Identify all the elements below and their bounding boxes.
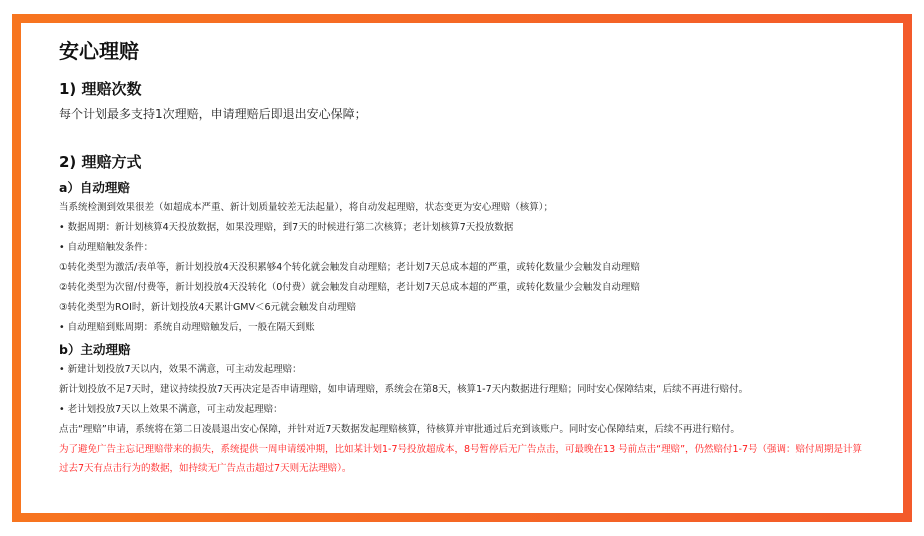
auto-claim-heading: a）自动理赔 — [59, 180, 130, 195]
section-heading-claim-method: 2) 理赔方式 — [59, 153, 142, 171]
page-title: 安心理赔 — [59, 39, 139, 63]
auto-claim-line: • 自动理赔到账周期：系统自动理赔触发后，一般在隔天到账 — [59, 322, 315, 333]
auto-claim-line: ③转化类型为ROI时，新计划投放4天累计GMV＜6元就会触发自动理赔 — [59, 302, 357, 313]
manual-claim-line: • 老计划投放7天以上效果不满意，可主动发起理赔： — [59, 404, 283, 415]
section-heading-claim-count: 1) 理赔次数 — [59, 80, 142, 98]
auto-claim-line: ①转化类型为激活/表单等，新计划投放4天没积累够4个转化就会触发自动理赔；老计划7天总成本超的严重，或转化数量少会触发自动理赔 — [59, 262, 640, 273]
auto-claim-line: • 数据周期：新计划核算4天投放数据，如果没理赔，到7天的时候进行第二次核算；老计划核算7天投放数据 — [59, 222, 514, 233]
gradient-frame — [12, 14, 912, 522]
manual-claim-heading: b）主动理赔 — [59, 342, 131, 357]
content-card — [21, 23, 903, 513]
claim-count-text: 每个计划最多支持1次理赔，申请理赔后即退出安心保障； — [59, 107, 367, 121]
manual-claim-line: 新计划投放不足7天时，建议持续投放7天再决定是否申请理赔，如申请理赔，系统会在第8天，核算1-7天内数据进行理赔；同时安心保障结束，后续不再进行赔付。 — [59, 384, 749, 395]
buffer-period-note: 为了避免广告主忘记理赔带来的损失，系统提供一周申请缓冲期，比如某计划1-7号投放超成本，8号暂停后无广告点击，可最晚在13 号前点击“理赔”，仍然赔付1-7号（强调：赔付周期是计算过去7天有点击行为的数据，如持续无广告点击超过7天则无法理赔）。 — [59, 444, 863, 474]
manual-claim-line: • 新建计划投放7天以内，效果不满意，可主动发起理赔： — [59, 364, 302, 375]
auto-claim-line: 当系统检测到效果很差（如超成本严重、新计划质量较差无法起量），将自动发起理赔，状态变更为安心理赔（核算）； — [59, 202, 554, 213]
manual-claim-line: 点击“理赔”申请，系统将在第二日凌晨退出安心保障，并针对近7天数据发起理赔核算，待核算并审批通过后充到该账户。同时安心保障结束，后续不再进行赔付。 — [59, 424, 740, 435]
auto-claim-line: ②转化类型为次留/付费等，新计划投放4天没转化（0付费）就会触发自动理赔，老计划7天总成本超的严重，或转化数量少会触发自动理赔 — [59, 282, 640, 293]
auto-claim-line: • 自动理赔触发条件： — [59, 242, 154, 253]
